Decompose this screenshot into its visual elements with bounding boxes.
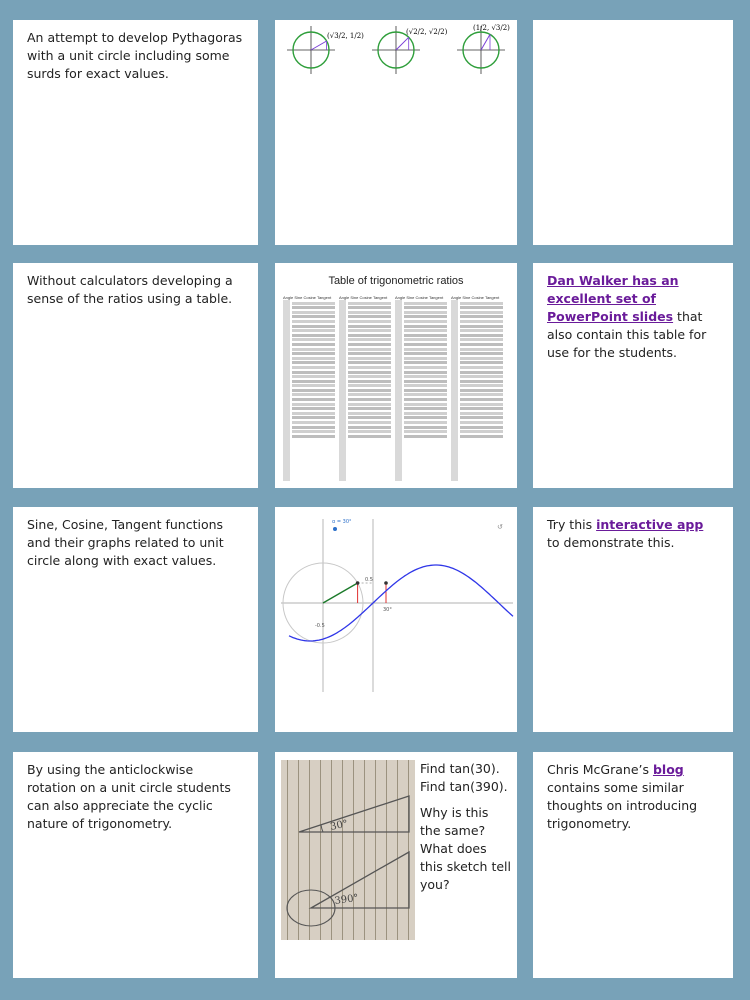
link-prefix: Try this (547, 517, 597, 532)
table-row (404, 371, 447, 374)
card-interactive-app (533, 507, 733, 732)
table-row (348, 421, 391, 424)
table-row (348, 366, 391, 369)
table-row (348, 389, 391, 392)
table-row (404, 302, 447, 305)
table-column-group (283, 295, 335, 481)
question-line-1: Find tan(30). (420, 761, 500, 776)
card-text (533, 752, 733, 833)
card-text (533, 263, 733, 362)
table-row (292, 398, 335, 401)
table-row (348, 338, 391, 341)
table-row (348, 306, 391, 309)
table-row (404, 389, 447, 392)
table-row (404, 348, 447, 351)
table-row (292, 393, 335, 396)
table-row (404, 430, 447, 433)
table-row (292, 371, 335, 374)
table-row (460, 343, 503, 346)
card-text: By using the anticlockwise rotation on a unit circle students can also appreciate the cyclic nature of trigonometry. (27, 762, 231, 831)
table-row (460, 398, 503, 401)
table-row (404, 393, 447, 396)
table-row (460, 306, 503, 309)
interactive-app-link[interactable]: interactive app (596, 517, 704, 532)
table-row (292, 306, 335, 309)
table-row (348, 412, 391, 415)
card-text: Without calculators developing a sense of the ratios using a table. (27, 273, 233, 306)
table-row (404, 320, 447, 323)
sine-graph-image[interactable] (275, 507, 517, 732)
table-row (348, 357, 391, 360)
table-row (348, 311, 391, 314)
angle-390-label: 390° (333, 892, 360, 907)
table-row (404, 407, 447, 410)
table-row (460, 311, 503, 314)
table-row (292, 329, 335, 332)
table-row (292, 366, 335, 369)
table-row (348, 416, 391, 419)
coord-label-1: (√3/2, 1/2) (327, 32, 364, 40)
table-row (460, 407, 503, 410)
table-row (348, 361, 391, 364)
reset-icon[interactable]: ↺ (497, 523, 503, 531)
table-row (292, 357, 335, 360)
coord-label-3: (1/2, √3/2) (473, 24, 510, 32)
angle-30-label: 30° (329, 818, 349, 833)
table-row (292, 361, 335, 364)
table-row (460, 334, 503, 337)
blog-link[interactable]: blog (652, 762, 684, 777)
table-row (292, 338, 335, 341)
table-row (404, 426, 447, 429)
table-row (404, 384, 447, 387)
table-column-group (395, 295, 447, 481)
table-row (292, 421, 335, 424)
table-row (404, 315, 447, 318)
table-row (348, 380, 391, 383)
table-row (404, 380, 447, 383)
table-row (292, 375, 335, 378)
table-row (348, 393, 391, 396)
table-row (292, 426, 335, 429)
table-row (348, 375, 391, 378)
table-row (404, 361, 447, 364)
card-blog-link (533, 752, 733, 978)
table-row (460, 403, 503, 406)
table-row (348, 334, 391, 337)
table-row (404, 412, 447, 415)
table-row (348, 435, 391, 438)
table-row (460, 384, 503, 387)
card-trig-table (275, 263, 517, 488)
table-row (460, 315, 503, 318)
sketch-photo (281, 760, 415, 940)
table-row (404, 366, 447, 369)
table-row (460, 325, 503, 328)
table-row (404, 325, 447, 328)
table-row (292, 412, 335, 415)
angle-column-shading (339, 300, 346, 481)
table-row (292, 302, 335, 305)
table-row (348, 407, 391, 410)
table-row (404, 329, 447, 332)
table-row (460, 393, 503, 396)
table-row (404, 403, 447, 406)
table-row (292, 435, 335, 438)
card-text: Sine, Cosine, Tangent functions and their graphs related to unit circle along with exact values. (27, 517, 224, 568)
question-line-2: Find tan(390). (420, 779, 508, 794)
table-row (460, 371, 503, 374)
table-row (348, 343, 391, 346)
table-row (348, 398, 391, 401)
table-row (460, 435, 503, 438)
table-header-row: Angle Sine Cosine Tangent (395, 295, 444, 300)
table-row (404, 334, 447, 337)
table-row (348, 320, 391, 323)
table-row (348, 325, 391, 328)
table-row (460, 375, 503, 378)
y-axis-positive-label: 0.5 (365, 577, 373, 583)
table-row (348, 315, 391, 318)
table-row (292, 315, 335, 318)
table-row (404, 398, 447, 401)
table-row (292, 380, 335, 383)
table-row (404, 416, 447, 419)
table-row (348, 426, 391, 429)
table-row (292, 334, 335, 337)
powerpoint-slides-link[interactable]: Dan Walker has an excellent set of PowerPoint slides (547, 273, 679, 324)
table-row (460, 348, 503, 351)
table-row (460, 430, 503, 433)
table-column-group (451, 295, 503, 481)
table-row (460, 357, 503, 360)
card-rotation-text (13, 752, 258, 978)
table-row (348, 352, 391, 355)
table-header-row: Angle Sine Cosine Tangent (339, 295, 388, 300)
angle-slider-label: α = 30° (332, 519, 352, 525)
table-column-group (339, 295, 391, 481)
card-sketch (275, 752, 517, 978)
card-unit-circles (275, 20, 517, 245)
card-text: An attempt to develop Pythagoras with a unit circle including some surds for exact values. (27, 30, 243, 81)
table-row (404, 311, 447, 314)
table-row (348, 403, 391, 406)
angle-column-shading (283, 300, 290, 481)
card-pythagoras-text (13, 20, 258, 245)
table-row (460, 421, 503, 424)
table-row (404, 435, 447, 438)
link-suffix: contains some similar thoughts on introducing trigonometry. (547, 780, 698, 831)
card-empty (533, 20, 733, 245)
table-header-row: Angle Sine Cosine Tangent (451, 295, 500, 300)
table-row (292, 403, 335, 406)
card-table-text (13, 263, 258, 488)
table-row (460, 389, 503, 392)
table-row (292, 389, 335, 392)
coord-label-2: (√2/2, √2/2) (406, 28, 448, 36)
table-row (348, 348, 391, 351)
angle-column-shading (451, 300, 458, 481)
table-row (292, 311, 335, 314)
table-row (292, 325, 335, 328)
table-row (292, 348, 335, 351)
card-text (533, 507, 733, 552)
table-row (292, 352, 335, 355)
table-row (348, 384, 391, 387)
table-row (348, 329, 391, 332)
table-row (404, 375, 447, 378)
link-suffix: to demonstrate this. (547, 535, 675, 550)
table-row (460, 320, 503, 323)
table-row (460, 302, 503, 305)
table-row (404, 306, 447, 309)
table-header-row: Angle Sine Cosine Tangent (283, 295, 332, 300)
table-row (292, 407, 335, 410)
x-axis-tick-label: 30° (383, 607, 392, 613)
table-row (460, 426, 503, 429)
card-sine-graph (275, 507, 517, 732)
table-row (404, 352, 447, 355)
table-row (292, 416, 335, 419)
table-row (460, 366, 503, 369)
table-row (292, 320, 335, 323)
table-row (460, 352, 503, 355)
table-row (460, 380, 503, 383)
table-row (292, 430, 335, 433)
unit-circles-image (275, 20, 517, 110)
angle-column-shading (395, 300, 402, 481)
card-functions-text (13, 507, 258, 732)
question-text (420, 760, 512, 894)
link-prefix: Chris McGrane’s (547, 762, 653, 777)
table-row (460, 416, 503, 419)
table-row (404, 343, 447, 346)
table-title: Table of trigonometric ratios (328, 275, 464, 287)
table-row (404, 357, 447, 360)
question-body: Why is this the same? What does this sketch tell you? (420, 805, 511, 892)
trig-ratio-table (283, 295, 505, 481)
table-row (348, 430, 391, 433)
table-row (348, 302, 391, 305)
table-row (460, 329, 503, 332)
table-row (460, 338, 503, 341)
table-row (404, 421, 447, 424)
table-row (460, 361, 503, 364)
table-row (460, 412, 503, 415)
table-row (292, 343, 335, 346)
table-row (348, 371, 391, 374)
table-row (404, 338, 447, 341)
link-suffix: that also contain this table for use for the students. (547, 309, 707, 360)
y-axis-negative-label: -0.5 (315, 623, 325, 629)
table-row (292, 384, 335, 387)
card-powerpoint-link (533, 263, 733, 488)
